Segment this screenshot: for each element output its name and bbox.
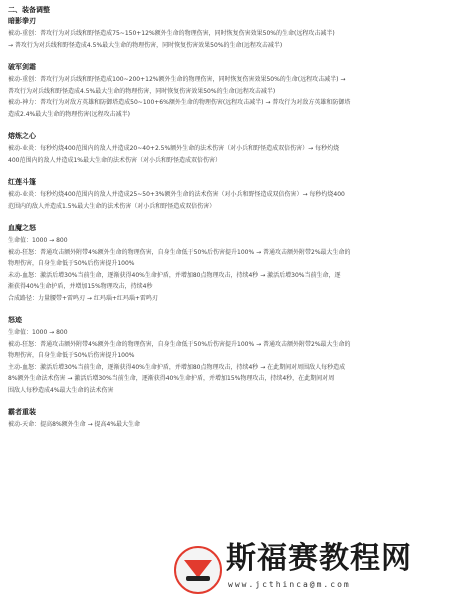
change-line: 未动-血怒：激活后增30%当前生命，逐渐获得40%生命护盾，并增加80点物理攻击，持续4秒 → 激活后增30%当前生命，逐 bbox=[8, 271, 341, 279]
section-title: 二、装备调整 bbox=[8, 6, 50, 14]
change-line: → 普攻行为对兵线和野怪造成4.5%最大生命的物理伤害，同时恢复伤害效果50%的生命(远程攻击减半) bbox=[8, 41, 283, 49]
equipment-name: 霸者重装 bbox=[8, 408, 36, 416]
equipment-name: 血魔之怒 bbox=[8, 224, 36, 232]
change-line: 被动-狂怒：普通攻击额外附带4%额外生命的物理伤害，自身生命低于50%后伤害提升100% → 普通攻击额外附带2%最大生命的 bbox=[8, 340, 351, 348]
equipment-name: 熔炼之心 bbox=[8, 132, 36, 140]
equipment-item bbox=[8, 177, 463, 212]
change-line: 被动-重创：普攻行为对兵线和野怪造成75~150+12%额外生命的物理伤害，同时恢复伤害效果50%的生命(远程攻击减半) bbox=[8, 30, 335, 37]
change-line: 主动-血怒：激活后增30%当前生命，逐渐获得40%生命护盾，并增加80点物理攻击，持续4秒 → 在此期间对周围敌人每秒造成 bbox=[8, 363, 346, 371]
watermark bbox=[168, 538, 468, 596]
equipment-item bbox=[8, 62, 463, 120]
equipment-name: 怒迹 bbox=[8, 316, 22, 324]
watermark-title: 斯福赛教程网 bbox=[226, 541, 412, 576]
change-line: 物理伤害，自身生命低于50%后伤害提升100% bbox=[8, 260, 135, 267]
change-line: 被动-业炎：每秒灼烧400范围内的敌人并造成25~50+3%额外生命的法术伤害（对小兵和野怪造成双倍伤害）→ 每秒灼烧400 bbox=[8, 191, 345, 198]
equipment-item bbox=[8, 223, 463, 304]
change-line: 合成路径：力量腰带+雷鸣刃 → 红玛瑙+红玛瑙+雷鸣刃 bbox=[8, 294, 158, 302]
change-line: 造成2.4%最大生命的物理伤害(远程攻击减半) bbox=[8, 110, 130, 118]
equipment-item bbox=[8, 16, 463, 51]
change-line: 围敌人每秒造成4%最大生命的法术伤害 bbox=[8, 386, 114, 394]
equipment-item bbox=[8, 131, 463, 166]
equipment-name: 红莲斗篷 bbox=[8, 178, 36, 186]
change-line: 400范围内的敌人并造成1%最大生命的法术伤害（对小兵和野怪造成双倍伤害） bbox=[8, 156, 221, 164]
change-line: 8%额外生命法术伤害 → 激活后增30%当前生命，逐渐获得40%生命护盾，并增加15%物理攻击，持续4秒，在此期间对周 bbox=[8, 375, 335, 382]
change-line: 被动-天命：提高8%额外生命 → 提高4%最大生命 bbox=[8, 421, 141, 428]
patch-notes bbox=[8, 6, 463, 442]
equipment-item bbox=[8, 407, 463, 431]
equipment-name: 暗影拳刃 bbox=[8, 17, 36, 25]
change-line: 被动-重创：普攻行为对兵线和野怪造成100~200+12%额外生命的物理伤害，同时恢复伤害效果50%的生命(远程攻击减半) → bbox=[8, 76, 346, 83]
equipment-item bbox=[8, 315, 463, 396]
change-line: 物理伤害，自身生命低于50%后伤害提升100% bbox=[8, 352, 135, 359]
change-line: 被动-神力：普攻行为对敌方英雄和防御塔造成50~100+6%额外生命的物理伤害(远程攻击减半) → 普攻行为对敌方英雄和防御塔 bbox=[8, 99, 351, 106]
change-line: 渐获得40%生命护盾，并增加15%物理攻击，持续4秒 bbox=[8, 283, 153, 290]
watermark-logo-icon bbox=[174, 546, 222, 594]
change-line: 被动-狂怒：普通攻击额外附带4%额外生命的物理伤害，自身生命低于50%后伤害提升100% → 普通攻击额外附带2%最大生命的 bbox=[8, 248, 351, 256]
change-line: 范围内的敌人并造成1.5%最大生命的法术伤害（对小兵和野怪造成双倍伤害） bbox=[8, 202, 216, 210]
equipment-list bbox=[8, 16, 463, 431]
change-line: 普攻行为对兵线和野怪造成4.5%最大生命的物理伤害，同时恢复伤害效果50%的生命(远程攻击减半) bbox=[8, 87, 276, 95]
watermark-url: www.jcthinca@m.com bbox=[228, 580, 351, 589]
change-line: 生命值：1000 → 800 bbox=[8, 237, 68, 244]
change-line: 生命值：1000 → 800 bbox=[8, 329, 68, 336]
equipment-name: 破军剑霜 bbox=[8, 63, 36, 71]
change-line: 被动-业炎：每秒灼烧400范围内的敌人并造成20~40+2.5%额外生命的法术伤害（对小兵和野怪造成双倍伤害）→ 每秒灼烧 bbox=[8, 145, 340, 152]
